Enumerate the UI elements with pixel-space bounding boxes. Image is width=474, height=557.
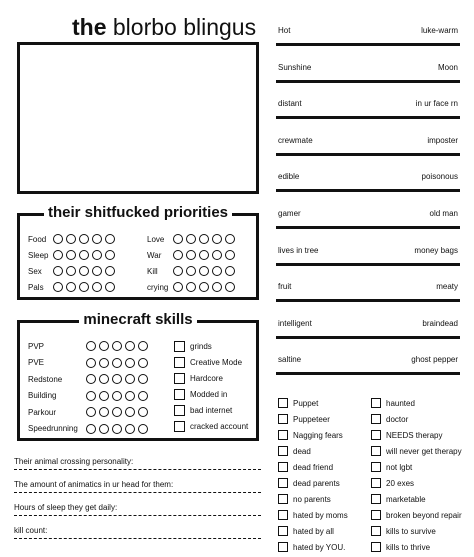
rating-dot[interactable]: [99, 341, 109, 351]
priorities-title: their shitfucked priorities: [44, 204, 232, 221]
rating-dot[interactable]: [173, 282, 183, 292]
rating-dots: [86, 374, 148, 384]
spectrum-left-label: Sunshine: [278, 62, 312, 72]
trait-label: will never get therapy: [386, 446, 462, 456]
checkbox[interactable]: [278, 398, 288, 408]
rating-dot[interactable]: [112, 391, 122, 401]
spectrum-right-label: old man: [429, 209, 458, 218]
trait-label: not lgbt: [386, 462, 413, 472]
trait-label: dead: [293, 446, 311, 456]
skill-label: Speedrunning: [28, 424, 78, 433]
rating-dot[interactable]: [173, 266, 183, 276]
trait-item: [278, 429, 343, 441]
rating-dot[interactable]: [105, 266, 115, 276]
spectrum-left-label: saltine: [278, 355, 302, 365]
rating-dot[interactable]: [53, 266, 63, 276]
checkbox[interactable]: [371, 510, 381, 520]
skill-check: [174, 372, 223, 384]
question-line[interactable]: kill count:: [14, 526, 261, 539]
spectrum-line[interactable]: [276, 282, 460, 302]
rating-dot[interactable]: [86, 424, 96, 434]
priority-label: Love: [147, 234, 165, 244]
skill-check: [174, 388, 227, 400]
rating-dot[interactable]: [105, 250, 115, 260]
rating-dots: [173, 250, 235, 260]
priority-label: Pals: [28, 282, 44, 292]
rating-dot[interactable]: [212, 234, 222, 244]
checkbox[interactable]: [371, 526, 381, 536]
spectrum-line[interactable]: [276, 319, 460, 339]
spectrum-right-label: braindead: [422, 318, 458, 328]
rating-dot[interactable]: [92, 266, 102, 276]
skill-check: [174, 404, 232, 416]
question-line[interactable]: The amount of animatics in ur head for them:: [14, 480, 261, 493]
checkbox[interactable]: [278, 526, 288, 536]
trait-label: Puppet: [293, 398, 319, 408]
skill-row: [28, 357, 148, 369]
spectrum-left-label: crewmate: [278, 135, 313, 145]
trait-label: kills to survive: [386, 526, 436, 536]
rating-dots: [173, 234, 235, 244]
rating-dot[interactable]: [79, 250, 89, 260]
rating-dot[interactable]: [112, 407, 122, 417]
trait-label: hated by all: [293, 526, 334, 536]
spectrum-line[interactable]: [276, 246, 460, 266]
spectrum-line[interactable]: [276, 99, 460, 119]
priority-row: [28, 281, 115, 293]
skill-label: Building: [28, 391, 57, 400]
priority-label: Kill: [147, 266, 158, 276]
trait-item: [371, 541, 430, 553]
checkbox[interactable]: [278, 478, 288, 488]
spectrum-line[interactable]: [276, 26, 460, 46]
minecraft-title: minecraft skills: [79, 311, 196, 328]
skill-label: Parkour: [28, 407, 57, 417]
spectrum-line[interactable]: [276, 209, 460, 229]
priority-row: [147, 249, 235, 261]
trait-label: no parents: [293, 494, 331, 504]
rating-dot[interactable]: [99, 424, 109, 434]
trait-label: NEEDS therapy: [386, 430, 443, 440]
spectrum-right-label: luke-warm: [421, 26, 458, 35]
rating-dots: [53, 266, 115, 276]
rating-dot[interactable]: [86, 391, 96, 401]
spectrum-right-label: imposter: [427, 135, 458, 145]
rating-dots: [86, 424, 148, 434]
trait-item: [278, 445, 311, 457]
skill-check-label: Hardcore: [190, 373, 223, 383]
rating-dot[interactable]: [66, 234, 76, 244]
rating-dot[interactable]: [86, 341, 96, 351]
trait-label: hated by moms: [293, 510, 348, 520]
skill-row: [28, 423, 148, 435]
title-rest: blorbo blingus: [112, 14, 257, 40]
rating-dot[interactable]: [225, 234, 235, 244]
skill-label: PVP: [28, 341, 45, 351]
rating-dot[interactable]: [53, 250, 63, 260]
skill-row: [28, 406, 148, 418]
checkbox[interactable]: [174, 421, 185, 432]
rating-dot[interactable]: [105, 282, 115, 292]
checkbox[interactable]: [278, 414, 288, 424]
rating-dot[interactable]: [79, 266, 89, 276]
skill-label: PVE: [28, 358, 45, 367]
rating-dot[interactable]: [138, 374, 148, 384]
rating-dot[interactable]: [53, 234, 63, 244]
rating-dot[interactable]: [86, 407, 96, 417]
spectrum-line[interactable]: [276, 172, 460, 192]
rating-dot[interactable]: [199, 282, 209, 292]
trait-item: [371, 493, 426, 505]
spectrum-left-label: Hot: [278, 26, 291, 35]
rating-dots: [86, 358, 148, 368]
skill-row: [28, 373, 148, 385]
rating-dot[interactable]: [125, 374, 135, 384]
checkbox[interactable]: [278, 430, 288, 440]
rating-dot[interactable]: [225, 266, 235, 276]
checkbox[interactable]: [371, 478, 381, 488]
priority-label: War: [147, 250, 162, 260]
rating-dots: [86, 391, 148, 401]
rating-dots: [53, 250, 115, 260]
rating-dot[interactable]: [199, 250, 209, 260]
rating-dot[interactable]: [138, 424, 148, 434]
priorities-panel: [17, 204, 259, 300]
checkbox[interactable]: [174, 357, 185, 368]
rating-dot[interactable]: [79, 282, 89, 292]
priority-row: [28, 249, 115, 261]
rating-dot[interactable]: [66, 266, 76, 276]
rating-dot[interactable]: [86, 374, 96, 384]
spectrum-right-label: poisonous: [421, 172, 458, 182]
priority-label: crying: [147, 282, 169, 292]
rating-dot[interactable]: [225, 250, 235, 260]
trait-label: Nagging fears: [293, 430, 343, 440]
trait-label: marketable: [386, 494, 426, 504]
spectrum-line[interactable]: [276, 63, 460, 83]
checkbox[interactable]: [278, 510, 288, 520]
rating-dot[interactable]: [125, 341, 135, 351]
trait-label: hated by YOU.: [293, 542, 346, 552]
trait-label: 20 exes: [386, 478, 415, 488]
priority-row: [147, 265, 235, 277]
priority-label: Sex: [28, 266, 42, 276]
skill-check-label: cracked account: [190, 421, 249, 431]
rating-dot[interactable]: [99, 358, 109, 368]
checkbox[interactable]: [371, 414, 381, 424]
rating-dot[interactable]: [225, 282, 235, 292]
rating-dot[interactable]: [199, 234, 209, 244]
rating-dot[interactable]: [66, 282, 76, 292]
trait-item: [371, 509, 462, 521]
rating-dot[interactable]: [105, 234, 115, 244]
rating-dot[interactable]: [86, 358, 96, 368]
trait-item: [278, 397, 318, 409]
skill-check-label: Creative Mode: [190, 357, 243, 367]
rating-dot[interactable]: [138, 341, 148, 351]
rating-dots: [53, 234, 115, 244]
rating-dots: [86, 407, 148, 417]
character-image-box[interactable]: [17, 42, 259, 194]
rating-dot[interactable]: [92, 282, 102, 292]
trait-item: [278, 541, 345, 553]
rating-dots: [53, 282, 115, 292]
trait-item: [371, 413, 408, 425]
sheet-title: [72, 14, 256, 41]
rating-dot[interactable]: [92, 234, 102, 244]
rating-dot[interactable]: [125, 407, 135, 417]
skill-row: [28, 340, 148, 352]
rating-dot[interactable]: [186, 266, 196, 276]
trait-item: [371, 525, 436, 537]
spectrum-right-label: meaty: [436, 282, 458, 292]
trait-item: [278, 413, 330, 425]
rating-dot[interactable]: [173, 234, 183, 244]
priority-row: [28, 265, 115, 277]
rating-dot[interactable]: [112, 358, 122, 368]
checkbox[interactable]: [371, 462, 381, 472]
rating-dot[interactable]: [112, 374, 122, 384]
question-line[interactable]: Their animal crossing personality:: [14, 457, 261, 470]
trait-item: [278, 525, 334, 537]
trait-label: broken beyond repair: [386, 510, 462, 520]
checkbox[interactable]: [278, 494, 288, 504]
rating-dots: [173, 282, 235, 292]
priority-row: [147, 281, 235, 293]
title-bold: the: [72, 14, 107, 40]
trait-item: [371, 445, 462, 457]
rating-dot[interactable]: [212, 266, 222, 276]
checkbox[interactable]: [371, 430, 381, 440]
checkbox[interactable]: [371, 542, 381, 552]
skill-check: [174, 420, 248, 432]
rating-dot[interactable]: [53, 282, 63, 292]
checkbox[interactable]: [174, 341, 185, 352]
trait-item: [278, 461, 333, 473]
spectrum-left-label: distant: [278, 99, 302, 109]
trait-item: [371, 429, 442, 441]
rating-dot[interactable]: [138, 407, 148, 417]
checkbox[interactable]: [371, 398, 381, 408]
rating-dot[interactable]: [99, 407, 109, 417]
rating-dot[interactable]: [112, 424, 122, 434]
checkbox[interactable]: [278, 542, 288, 552]
skill-label: Redstone: [28, 374, 63, 384]
rating-dot[interactable]: [125, 391, 135, 401]
rating-dot[interactable]: [186, 234, 196, 244]
skill-check: [174, 356, 242, 368]
trait-item: [278, 509, 348, 521]
trait-item: [371, 397, 415, 409]
trait-label: haunted: [386, 398, 415, 408]
rating-dot[interactable]: [66, 250, 76, 260]
checkbox[interactable]: [278, 446, 288, 456]
question-line[interactable]: Hours of sleep they get daily:: [14, 503, 261, 516]
rating-dot[interactable]: [199, 266, 209, 276]
rating-dot[interactable]: [112, 341, 122, 351]
skill-check: [174, 340, 212, 352]
spectrum-left-label: intelligent: [278, 318, 312, 328]
rating-dot[interactable]: [173, 250, 183, 260]
spectrum-right-label: money bags: [414, 245, 458, 255]
checkbox[interactable]: [371, 446, 381, 456]
spectrum-line[interactable]: [276, 355, 460, 375]
priority-label: Sleep: [28, 250, 49, 260]
trait-item: [278, 477, 340, 489]
trait-label: dead parents: [293, 478, 340, 488]
rating-dot[interactable]: [186, 250, 196, 260]
rating-dot[interactable]: [125, 424, 135, 434]
rating-dot[interactable]: [212, 282, 222, 292]
spectrum-left-label: lives in tree: [278, 245, 319, 255]
rating-dot[interactable]: [186, 282, 196, 292]
spectrum-left-label: gamer: [278, 209, 301, 218]
rating-dot[interactable]: [138, 391, 148, 401]
trait-item: [278, 493, 331, 505]
skill-row: [28, 390, 148, 402]
skill-check-label: bad internet: [190, 405, 233, 415]
spectrum-right-label: Moon: [437, 62, 458, 72]
checkbox[interactable]: [174, 405, 185, 416]
rating-dot[interactable]: [212, 250, 222, 260]
skill-check-label: Modded in: [190, 389, 228, 399]
priority-row: [147, 233, 235, 245]
spectrum-line[interactable]: [276, 136, 460, 156]
rating-dot[interactable]: [99, 374, 109, 384]
trait-label: Puppeteer: [293, 414, 330, 424]
trait-item: [371, 461, 412, 473]
rating-dots: [173, 266, 235, 276]
priority-row: [28, 233, 115, 245]
spectrum-left-label: edible: [278, 172, 300, 182]
checkbox[interactable]: [174, 389, 185, 400]
rating-dot[interactable]: [138, 358, 148, 368]
rating-dot[interactable]: [125, 358, 135, 368]
minecraft-skills-panel: [17, 311, 259, 441]
trait-item: [371, 477, 414, 489]
trait-label: doctor: [386, 414, 409, 424]
checkbox[interactable]: [371, 494, 381, 504]
rating-dots: [86, 341, 148, 351]
trait-label: kills to thrive: [386, 542, 431, 552]
spectrum-right-label: ghost pepper: [411, 355, 458, 365]
trait-label: dead friend: [293, 462, 334, 472]
spectrum-right-label: in ur face rn: [415, 99, 458, 109]
skill-check-label: grinds: [190, 341, 212, 351]
rating-dot[interactable]: [99, 391, 109, 401]
checkbox[interactable]: [278, 462, 288, 472]
spectrum-left-label: fruit: [278, 282, 292, 292]
checkbox[interactable]: [174, 373, 185, 384]
rating-dot[interactable]: [92, 250, 102, 260]
rating-dot[interactable]: [79, 234, 89, 244]
priority-label: Food: [28, 234, 47, 244]
